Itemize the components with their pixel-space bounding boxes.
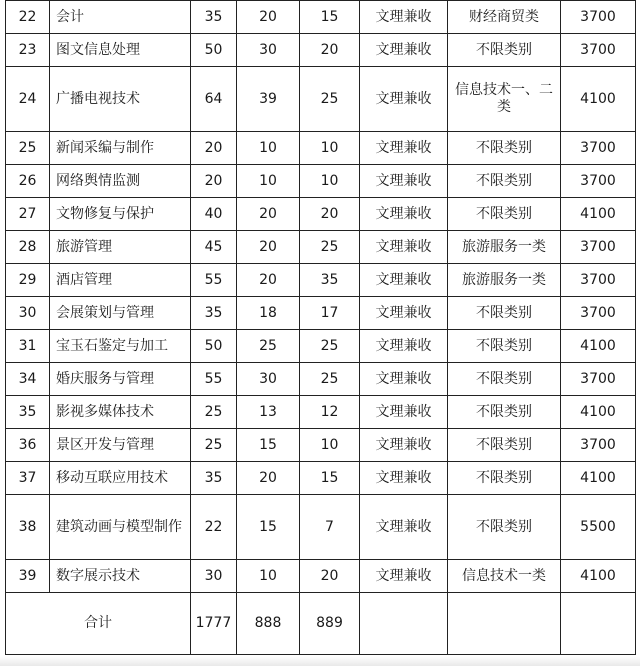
quota-b: 20	[300, 560, 360, 593]
category: 不限类别	[448, 462, 561, 495]
category: 不限类别	[448, 363, 561, 396]
table-row	[6, 560, 636, 593]
tuition-fee: 3700	[561, 1, 636, 34]
subject-type: 文理兼收	[360, 264, 448, 297]
category: 旅游服务一类	[448, 264, 561, 297]
quota-a: 10	[237, 560, 300, 593]
tuition-fee: 3700	[561, 429, 636, 462]
table-row	[6, 1, 636, 34]
quota-b: 20	[300, 34, 360, 67]
major-name: 建筑动画与模型制作	[50, 495, 191, 560]
table-row	[6, 231, 636, 264]
row-number: 26	[6, 165, 50, 198]
quota-b: 35	[300, 264, 360, 297]
quota-a: 10	[237, 132, 300, 165]
totals-b: 889	[300, 593, 360, 655]
quota-a: 18	[237, 297, 300, 330]
table-row	[6, 264, 636, 297]
category: 不限类别	[448, 495, 561, 560]
subject-type: 文理兼收	[360, 1, 448, 34]
category: 旅游服务一类	[448, 231, 561, 264]
major-name: 景区开发与管理	[50, 429, 191, 462]
quota-a: 30	[237, 363, 300, 396]
total-quota: 30	[191, 560, 237, 593]
totals-a: 888	[237, 593, 300, 655]
subject-type: 文理兼收	[360, 396, 448, 429]
table-row	[6, 67, 636, 132]
table-row	[6, 198, 636, 231]
subject-type: 文理兼收	[360, 297, 448, 330]
subject-type: 文理兼收	[360, 429, 448, 462]
row-number: 24	[6, 67, 50, 132]
category: 不限类别	[448, 165, 561, 198]
major-name: 酒店管理	[50, 264, 191, 297]
totals-total: 1777	[191, 593, 237, 655]
table-row	[6, 396, 636, 429]
tuition-fee: 3700	[561, 34, 636, 67]
subject-type: 文理兼收	[360, 363, 448, 396]
total-quota: 20	[191, 132, 237, 165]
total-quota: 55	[191, 363, 237, 396]
quota-a: 20	[237, 264, 300, 297]
table-row	[6, 363, 636, 396]
major-name: 婚庆服务与管理	[50, 363, 191, 396]
quota-a: 10	[237, 165, 300, 198]
total-quota: 55	[191, 264, 237, 297]
quota-b: 12	[300, 396, 360, 429]
major-name: 移动互联应用技术	[50, 462, 191, 495]
total-quota: 25	[191, 429, 237, 462]
row-number: 39	[6, 560, 50, 593]
total-quota: 35	[191, 1, 237, 34]
total-quota: 64	[191, 67, 237, 132]
quota-a: 20	[237, 198, 300, 231]
major-name: 会计	[50, 1, 191, 34]
table-row	[6, 297, 636, 330]
category: 不限类别	[448, 132, 561, 165]
total-quota: 50	[191, 330, 237, 363]
category: 不限类别	[448, 429, 561, 462]
quota-b: 10	[300, 132, 360, 165]
category: 信息技术一、二类	[448, 67, 561, 132]
quota-b: 15	[300, 462, 360, 495]
tuition-fee: 4100	[561, 198, 636, 231]
total-quota: 35	[191, 462, 237, 495]
subject-type: 文理兼收	[360, 132, 448, 165]
subject-type: 文理兼收	[360, 231, 448, 264]
table-row	[6, 132, 636, 165]
quota-b: 20	[300, 198, 360, 231]
category: 不限类别	[448, 330, 561, 363]
table-row	[6, 330, 636, 363]
empty-cell	[448, 593, 561, 655]
total-quota: 22	[191, 495, 237, 560]
subject-type: 文理兼收	[360, 67, 448, 132]
category: 财经商贸类	[448, 1, 561, 34]
row-number: 34	[6, 363, 50, 396]
total-quota: 25	[191, 396, 237, 429]
table-row	[6, 462, 636, 495]
total-quota: 50	[191, 34, 237, 67]
quota-a: 20	[237, 1, 300, 34]
enrollment-table	[5, 0, 636, 655]
major-name: 文物修复与保护	[50, 198, 191, 231]
tuition-fee: 3700	[561, 132, 636, 165]
category: 信息技术一类	[448, 560, 561, 593]
major-name: 图文信息处理	[50, 34, 191, 67]
tuition-fee: 3700	[561, 363, 636, 396]
major-name: 宝玉石鉴定与加工	[50, 330, 191, 363]
category: 不限类别	[448, 198, 561, 231]
major-name: 广播电视技术	[50, 67, 191, 132]
quota-b: 15	[300, 1, 360, 34]
subject-type: 文理兼收	[360, 330, 448, 363]
quota-a: 15	[237, 495, 300, 560]
quota-a: 30	[237, 34, 300, 67]
table-row	[6, 34, 636, 67]
quota-a: 13	[237, 396, 300, 429]
subject-type: 文理兼收	[360, 165, 448, 198]
tuition-fee: 4100	[561, 396, 636, 429]
subject-type: 文理兼收	[360, 198, 448, 231]
major-name: 会展策划与管理	[50, 297, 191, 330]
tuition-fee: 3700	[561, 297, 636, 330]
row-number: 30	[6, 297, 50, 330]
quota-b: 25	[300, 330, 360, 363]
quota-a: 20	[237, 231, 300, 264]
page-bottom-edge	[0, 656, 640, 666]
table-row	[6, 429, 636, 462]
subject-type: 文理兼收	[360, 34, 448, 67]
quota-a: 20	[237, 462, 300, 495]
row-number: 31	[6, 330, 50, 363]
tuition-fee: 3700	[561, 231, 636, 264]
total-quota: 20	[191, 165, 237, 198]
quota-b: 25	[300, 231, 360, 264]
category: 不限类别	[448, 297, 561, 330]
tuition-fee: 4100	[561, 67, 636, 132]
row-number: 22	[6, 1, 50, 34]
row-number: 27	[6, 198, 50, 231]
row-number: 35	[6, 396, 50, 429]
major-name: 影视多媒体技术	[50, 396, 191, 429]
quota-a: 39	[237, 67, 300, 132]
table-row	[6, 495, 636, 560]
subject-type: 文理兼收	[360, 560, 448, 593]
category: 不限类别	[448, 396, 561, 429]
tuition-fee: 3700	[561, 264, 636, 297]
totals-row	[6, 593, 636, 655]
tuition-fee: 4100	[561, 462, 636, 495]
quota-a: 15	[237, 429, 300, 462]
quota-b: 17	[300, 297, 360, 330]
quota-b: 10	[300, 165, 360, 198]
quota-b: 10	[300, 429, 360, 462]
total-quota: 40	[191, 198, 237, 231]
row-number: 25	[6, 132, 50, 165]
tuition-fee: 5500	[561, 495, 636, 560]
row-number: 37	[6, 462, 50, 495]
quota-b: 25	[300, 67, 360, 132]
row-number: 36	[6, 429, 50, 462]
table-row	[6, 165, 636, 198]
tuition-fee: 4100	[561, 560, 636, 593]
tuition-fee: 3700	[561, 165, 636, 198]
major-name: 旅游管理	[50, 231, 191, 264]
tuition-fee: 4100	[561, 330, 636, 363]
major-name: 数字展示技术	[50, 560, 191, 593]
quota-b: 25	[300, 363, 360, 396]
quota-b: 7	[300, 495, 360, 560]
major-name: 新闻采编与制作	[50, 132, 191, 165]
table-body	[6, 1, 636, 655]
subject-type: 文理兼收	[360, 462, 448, 495]
quota-a: 25	[237, 330, 300, 363]
row-number: 38	[6, 495, 50, 560]
empty-cell	[360, 593, 448, 655]
category: 不限类别	[448, 34, 561, 67]
row-number: 29	[6, 264, 50, 297]
total-quota: 35	[191, 297, 237, 330]
subject-type: 文理兼收	[360, 495, 448, 560]
total-quota: 45	[191, 231, 237, 264]
empty-cell	[561, 593, 636, 655]
totals-label: 合计	[6, 593, 191, 655]
major-name: 网络舆情监测	[50, 165, 191, 198]
row-number: 28	[6, 231, 50, 264]
row-number: 23	[6, 34, 50, 67]
